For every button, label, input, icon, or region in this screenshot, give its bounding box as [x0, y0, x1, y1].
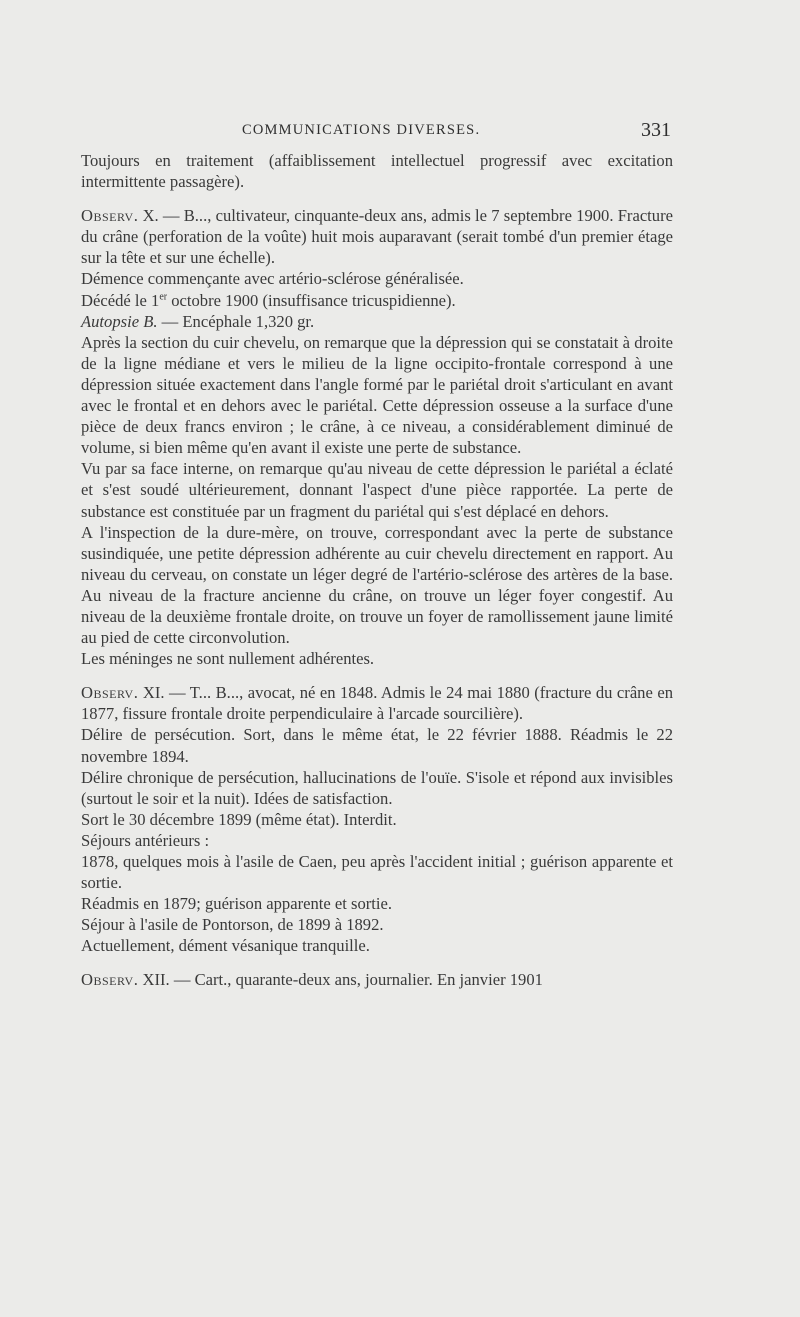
paragraph: Délire chronique de persécution, hallucinations de l'ouïe. S'isole et répond aux invisibles (surtout le soir et la nuit). Idées de satisfaction.: [81, 767, 673, 808]
paragraph: 1878, quelques mois à l'asile de Caen, peu après l'accident initial ; guérison apparente et sortie.: [81, 852, 673, 893]
observation-label: Observ.: [81, 970, 139, 990]
paragraph: A l'inspection de la dure-mère, on trouve, correspondant avec la perte de substance susindiquée, une petite dépression adhérente au cuir chevelu directement en rapport. Au niveau du cerveau, on constate un léger degré de l'artério-sclérose des artères de la base. Au niveau de la fracture ancienne du crâne, on trouve un léger foyer congestif. Au niveau de la deuxième frontale droite, on trouve un foyer de ramollissement jaune limité au pied de cette circonvolution.: [81, 522, 673, 648]
paragraph: Séjour à l'asile de Pontorson, de 1899 à 1892.: [81, 915, 384, 935]
paragraph: Démence commençante avec artério-sclérose généralisée.: [81, 269, 464, 289]
paragraph: Vu par sa face interne, on remarque qu'au niveau de cette dépression le pariétal a éclaté et s'est soudé ultérieurement, donnant l'aspect d'une pièce rapportée. La perte de substance est constituée par un fragment du pariétal qui s'est déplacé en dehors.: [81, 459, 673, 521]
observation-heading: Observ. XI. — T... B..., avocat, né en 1848. Admis le 24 mai 1880 (fracture du crâne en 1877, fissure frontale droite perpendiculaire à l'arcade sourcilière).: [81, 683, 673, 724]
paragraph: Sort le 30 décembre 1899 (même état). Interdit.: [81, 809, 397, 829]
paragraph: Autopsie B. — Encéphale 1,320 gr.: [81, 311, 315, 331]
observation-label: Observ.: [81, 206, 139, 226]
paragraph: Toujours en traitement (affaiblissement intellectuel progressif avec excitation intermittente passagère).: [81, 151, 673, 192]
paragraph: Réadmis en 1879; guérison apparente et sortie.: [81, 894, 393, 914]
observation-heading: Observ. XII. — Cart., quarante-deux ans, journalier. En janvier 1901: [81, 970, 543, 990]
body-text: [81, 150, 673, 991]
page-header: [81, 119, 671, 146]
paragraph: Actuellement, dément vésanique tranquille.: [81, 936, 370, 956]
paragraph: Décédé le 1er octobre 1900 (insuffisance tricuspidienne).: [81, 290, 456, 310]
running-head: COMMUNICATIONS DIVERSES.: [242, 122, 481, 138]
paragraph: Délire de persécution. Sort, dans le même état, le 22 février 1888. Réadmis le 22 novembre 1894.: [81, 725, 673, 766]
observation-label: Observ.: [81, 683, 139, 703]
page-number: 331: [641, 119, 671, 141]
autopsy-label: Autopsie B.: [81, 311, 158, 331]
observation-heading: Observ. X. — B..., cultivateur, cinquante-deux ans, admis le 7 septembre 1900. Fracture du crâne (perforation de la voûte) huit mois auparavant (serait tombé d'un premier étage sur la tête et sur une échelle).: [81, 206, 673, 268]
paragraph: Après la section du cuir chevelu, on remarque que la dépression qui se constatait à droite de la ligne médiane et vers le milieu de la ligne occipito-frontale correspond à une dépression située exactement dans l'angle formé par le pariétal droit s'articulant en avant avec le frontal et en dehors avec le pariétal. Cette dépression osseuse a la surface d'une pièce de deux francs environ ; le crâne, à ce niveau, a considérablement diminué de volume, si bien même qu'en avant il existe une perte de substance.: [81, 332, 673, 458]
paragraph: Séjours antérieurs :: [81, 830, 210, 850]
paragraph: Les méninges ne sont nullement adhérentes.: [81, 649, 375, 669]
